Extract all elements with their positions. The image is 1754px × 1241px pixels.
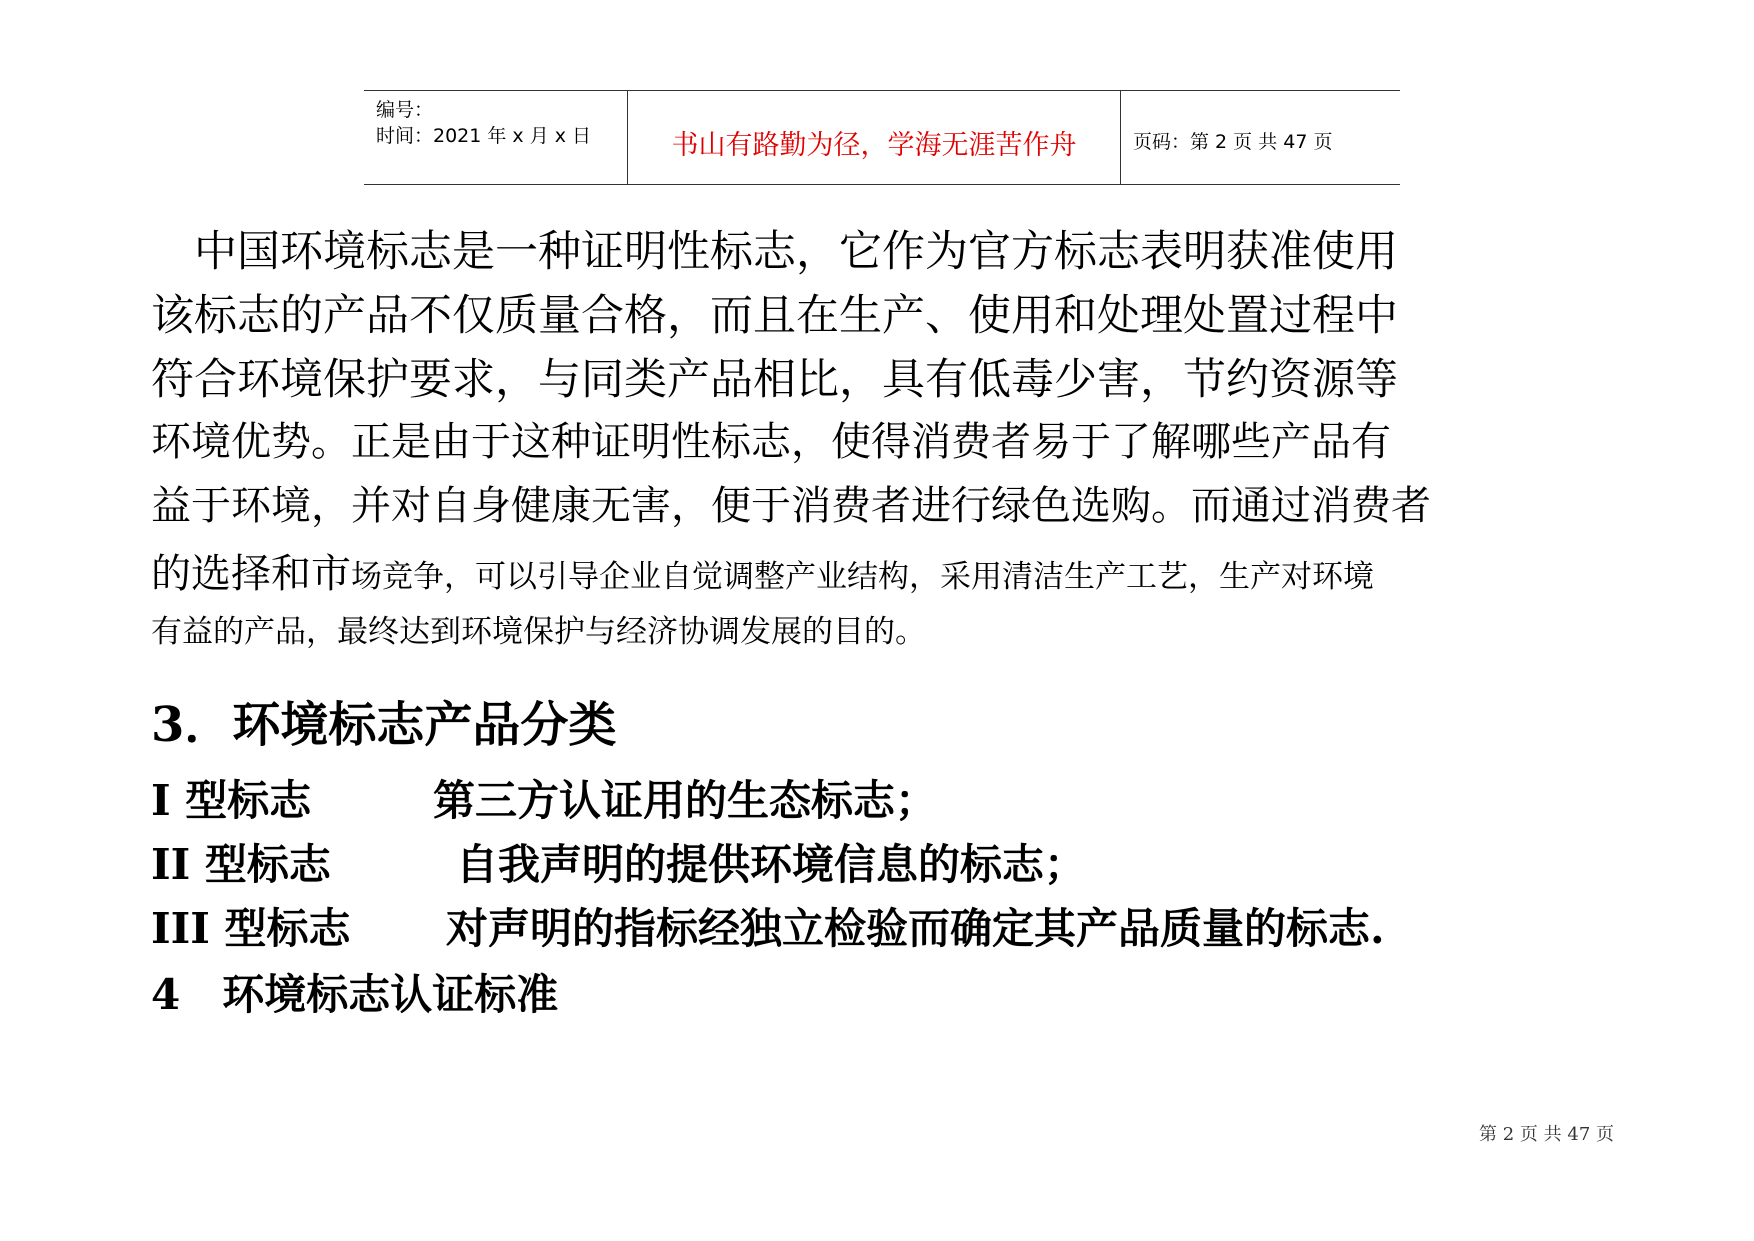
- section-heading-4: 4 环境标志认证标准: [151, 970, 559, 1019]
- document-date: 时间：2021 年 x 月 x 日: [376, 125, 592, 147]
- type-label-3: III 型标志: [151, 904, 351, 953]
- document-number-label: 编号：: [376, 99, 434, 121]
- body-line-6-small: 场竞争，可以引导企业自觉调整产业结构，采用清洁生产工艺，生产对环境: [351, 559, 1374, 595]
- type-desc-1: 第三方认证用的生态标志；: [433, 776, 938, 825]
- body-line-5: 益于环境，并对自身健康无害，便于消费者进行绿色选购。而通过消费者: [151, 483, 1431, 529]
- type-row-1: [151, 768, 1616, 828]
- footer-page-number: 第 2 页 共 47 页: [1479, 1124, 1614, 1145]
- body-line-1: 中国环境标志是一种证明性标志，它作为官方标志表明获准使用: [151, 227, 1398, 277]
- header-table: [364, 90, 1400, 185]
- type-label-2: II 型标志: [151, 840, 331, 889]
- body-line-6: [151, 542, 1616, 599]
- type-row-2: [151, 832, 1616, 892]
- header-page-info: 页码：第 2 页 共 47 页: [1133, 131, 1333, 153]
- header-right-cell: [1121, 91, 1400, 184]
- body-line-4: 环境优势。正是由于这种证明性标志，使得消费者易于了解哪些产品有: [151, 419, 1391, 465]
- type-desc-3: 对声明的指标经独立检验而确定其产品质量的标志.: [446, 904, 1385, 953]
- header-motto: 书山有路勤为径，学海无涯苦作舟: [671, 130, 1077, 161]
- section-heading-3: 3．环境标志产品分类: [151, 697, 617, 753]
- type-label-1: I 型标志: [151, 776, 312, 825]
- header-center-cell: [628, 91, 1121, 184]
- body-line-3: 符合环境保护要求，与同类产品相比，具有低毒少害，节约资源等: [151, 355, 1398, 405]
- body-line-2: 该标志的产品不仅质量合格，而且在生产、使用和处理处置过程中: [151, 291, 1398, 341]
- type-desc-2: 自我声明的提供环境信息的标志；: [456, 840, 1087, 889]
- body-line-6-big: 的选择和市: [151, 551, 351, 597]
- body-line-7: 有益的产品，最终达到环境保护与经济协调发展的目的。: [151, 614, 926, 650]
- header-left-cell: [364, 91, 628, 184]
- type-row-3: [151, 896, 1616, 956]
